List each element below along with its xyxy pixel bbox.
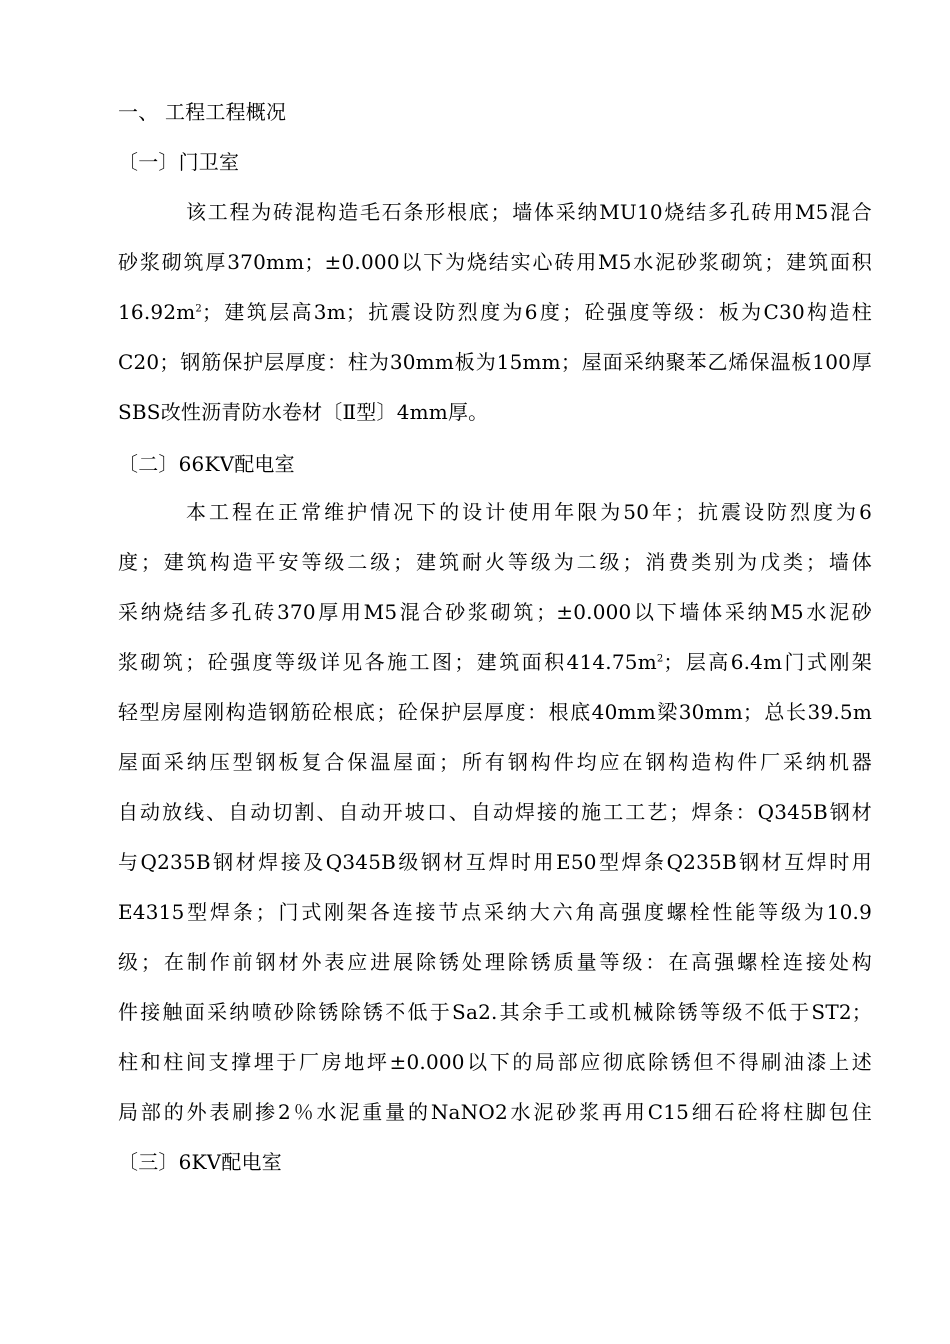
paragraph-line: E4315型焊条；门式刚架各连接节点采纳大六角高强度螺栓性能等级为10.9 (118, 900, 872, 924)
paragraph-text: ；建筑层高3m；抗震设防烈度为6度；砼强度等级：板为C30构造柱 (201, 300, 872, 324)
paragraph-line: 该工程为砖混构造毛石条形根底；墙体采纳MU10烧结多孔砖用M5混合 (186, 200, 872, 224)
section-heading: 一、 工程工程概况 (118, 100, 287, 124)
subsection-title-guardhouse: 〔一〕门卫室 (118, 150, 240, 174)
paragraph-line: 本工程在正常维护情况下的设计使用年限为50年；抗震设防烈度为6 (186, 500, 872, 524)
paragraph-line: 砂浆砌筑厚370mm；±0.000以下为烧结实心砖用M5水泥砂浆砌筑；建筑面积 (118, 250, 872, 274)
subsection-title-6kv-room: 〔三〕6KV配电室 (118, 1150, 282, 1174)
paragraph-line: 屋面采纳压型钢板复合保温屋面；所有钢构件均应在钢构造构件厂采纳机器 (118, 750, 872, 774)
paragraph-line (118, 298, 872, 326)
paragraph-line: 度；建筑构造平安等级二级；建筑耐火等级为二级；消费类别为戊类；墙体 (118, 550, 872, 574)
paragraph-line: 件接触面采纳喷砂除锈除锈不低于Sa2.其余手工或机械除锈等级不低于ST2； (118, 1000, 872, 1024)
paragraph-line: C20；钢筋保护层厚度：柱为30mm板为15mm；屋面采纳聚苯乙烯保温板100厚 (118, 350, 872, 374)
area-value: 16.92m (118, 300, 196, 324)
paragraph-line: 柱和柱间支撑埋于厂房地坪±0.000以下的局部应彻底除锈但不得刷油漆上述 (118, 1050, 872, 1074)
paragraph-text: ；层高6.4m门式刚架 (663, 650, 872, 674)
paragraph-line: 采纳烧结多孔砖370厚用M5混合砂浆砌筑；±0.000以下墙体采纳M5水泥砂 (118, 600, 872, 624)
paragraph-line (118, 648, 872, 676)
paragraph-text: 浆砌筑；砼强度等级详见各施工图；建筑面积414.75m (118, 650, 657, 674)
paragraph-line: 与Q235B钢材焊接及Q345B级钢材互焊时用E50型焊条Q235B钢材互焊时用 (118, 850, 872, 874)
subsection-title-66kv-room: 〔二〕66KV配电室 (118, 452, 295, 476)
paragraph-line: 级；在制作前钢材外表应进展除锈处理除锈质量等级：在高强螺栓连接处构 (118, 950, 872, 974)
paragraph-line: 自动放线、自动切割、自动开坡口、自动焊接的施工工艺；焊条：Q345B钢材 (118, 800, 872, 824)
paragraph-line: 轻型房屋刚构造钢筋砼根底；砼保护层厚度：根底40mm梁30mm；总长39.5m (118, 700, 872, 724)
paragraph-line: SBS改性沥青防水卷材〔Ⅱ型〕4mm厚。 (118, 400, 489, 424)
area-unit-superscript: 2 (195, 303, 202, 315)
paragraph-line: 局部的外表刷掺2％水泥重量的NaNO2水泥砂浆再用C15细石砼将柱脚包住 (118, 1100, 872, 1124)
area-unit-superscript: 2 (656, 653, 664, 665)
